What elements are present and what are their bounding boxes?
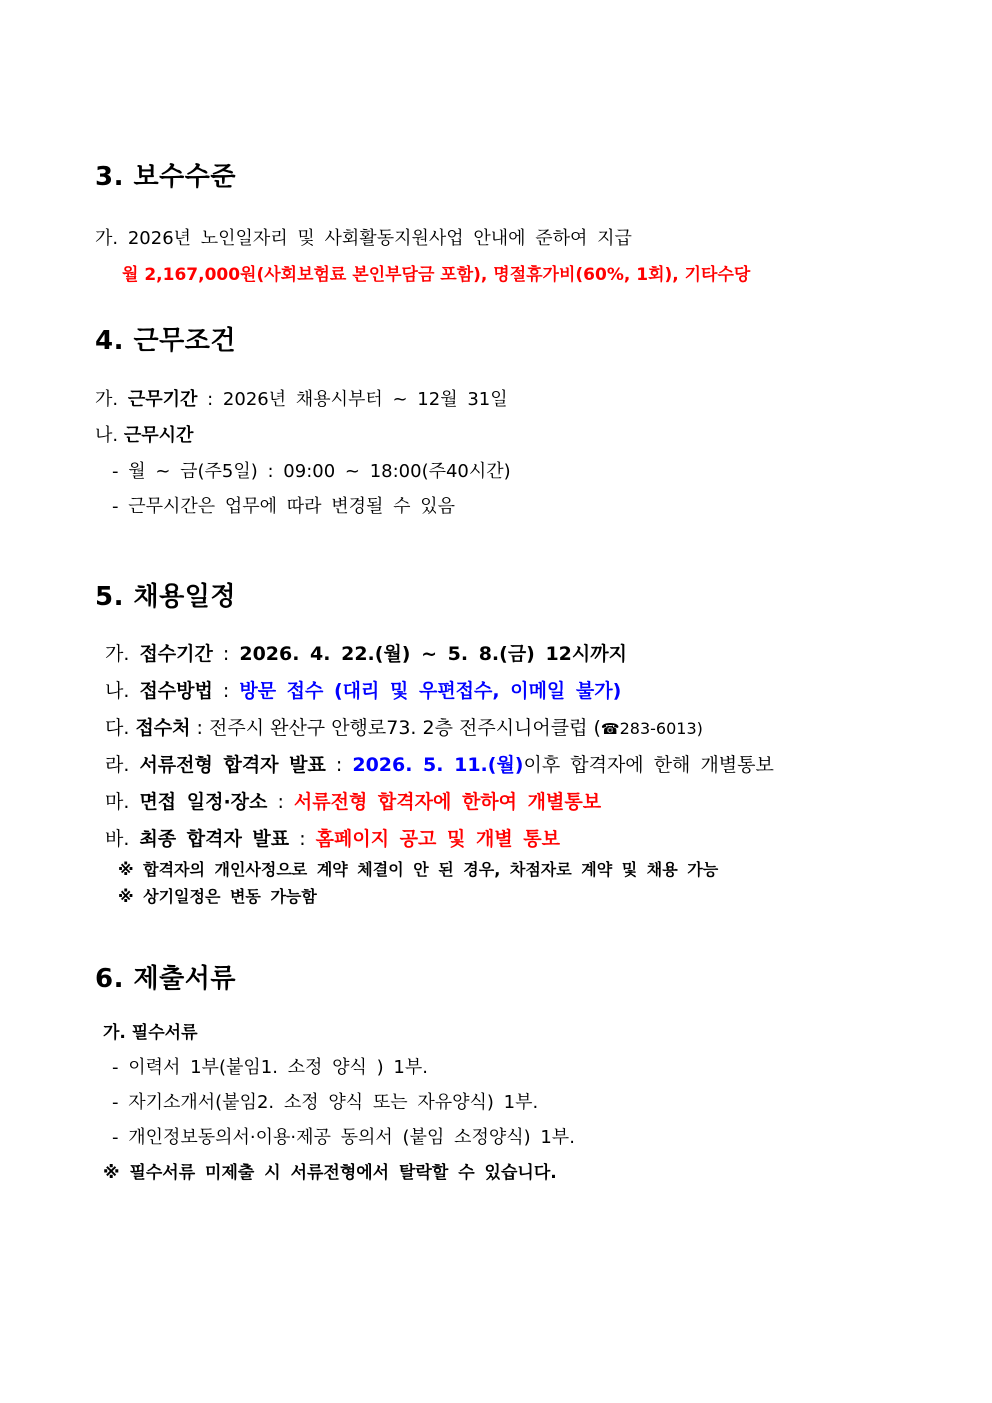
required-docs-warning: ※ 필수서류 미제출 시 서류전형에서 탈락할 수 있습니다.: [103, 1163, 557, 1183]
item-label: 접수처: [135, 717, 191, 739]
item-prefix: 마.: [105, 791, 140, 813]
doc-item-privacy-consent: - 개인정보동의서·이용·제공 동의서 (붙임 소정양식) 1부.: [112, 1127, 575, 1148]
item-text: 2026년 노인일자리 및 사회활동지원사업 안내에 준하여 지급: [127, 228, 632, 249]
item-label: 서류전형 합격자 발표: [139, 754, 326, 776]
item-prefix: 나.: [105, 680, 140, 702]
item-prefix: 바.: [105, 828, 140, 850]
item-prefix: 가.: [95, 228, 128, 249]
section-4-heading: 4. 근무조건: [95, 326, 236, 356]
work-hours-line-2: - 근무시간은 업무에 따라 변경될 수 있음: [112, 496, 456, 517]
schedule-item-ra: [105, 753, 774, 777]
schedule-item-ba: [105, 827, 560, 851]
doc-item-resume: - 이력서 1부(붙임1. 소정 양식 ) 1부.: [112, 1057, 428, 1078]
section-3-heading: 3. 보수수준: [95, 162, 236, 192]
schedule-item-ma: [105, 790, 601, 814]
section-5-heading: 5. 채용일정: [95, 582, 236, 612]
doc-item-self-intro: - 자기소개서(붙임2. 소정 양식 또는 자유양식) 1부.: [112, 1092, 539, 1113]
schedule-item-na: [105, 679, 621, 703]
item-value: 2026년 채용시부터 ~ 12월 31일: [222, 389, 508, 410]
section-3-item-ga: [95, 227, 632, 251]
pay-detail: 월 2,167,000원(사회보험료 본인부담금 포함), 명절휴가비(60%, 1회), 기타수당: [122, 265, 751, 285]
item-sep: :: [197, 389, 223, 410]
item-label: 접수방법: [139, 680, 213, 702]
item-label: 최종 합격자 발표: [139, 828, 290, 850]
schedule-note-2: ※ 상기일정은 변동 가능함: [118, 887, 317, 906]
item-label: 근무기간: [127, 389, 198, 410]
item-sep: :: [325, 754, 353, 776]
telephone-icon: ☎: [600, 720, 620, 738]
item-value: 이후 합격자에 한해 개별통보: [523, 754, 774, 776]
section-4-item-ga: [95, 388, 508, 412]
item-value: 서류전형 합격자에 한하여 개별통보: [293, 791, 602, 813]
item-sep: :: [289, 828, 316, 850]
item-prefix: 가.: [95, 389, 128, 410]
section-6-heading: 6. 제출서류: [95, 964, 236, 994]
item-value: 홈페이지 공고 및 개별 통보: [315, 828, 560, 850]
item-prefix: 가.: [105, 643, 140, 665]
schedule-item-ga: [105, 642, 627, 666]
item-prefix: 라.: [105, 754, 140, 776]
item-sep: :: [190, 717, 209, 739]
work-hours-line-1: - 월 ~ 금(주5일) : 09:00 ~ 18:00(주40시간): [112, 461, 511, 482]
section-4-item-na: [95, 424, 193, 448]
item-sep: :: [212, 680, 240, 702]
item-label: 근무시간: [123, 425, 194, 446]
item-value: 전주시 완산구 안행로73. 2층 전주시니어클럽 (: [208, 717, 601, 739]
item-value: 방문 접수 (대리 및 우편접수, 이메일 불가): [239, 680, 622, 702]
item-label: 접수기간: [139, 643, 213, 665]
phone-number: 283-6013): [619, 719, 703, 738]
schedule-note-1: ※ 합격자의 개인사정으로 계약 체결이 안 된 경우, 차점자로 계약 및 채용 가능: [118, 860, 719, 879]
item-prefix: 나.: [95, 425, 124, 446]
item-sep: :: [212, 643, 240, 665]
item-prefix: 다.: [105, 717, 136, 739]
item-value-highlight: 2026. 5. 11.(월): [352, 754, 524, 776]
required-docs-heading: 가. 필수서류: [103, 1023, 198, 1043]
schedule-item-da: [105, 716, 703, 741]
item-label: 면접 일정·장소: [139, 791, 268, 813]
item-sep: :: [267, 791, 294, 813]
item-value: 2026. 4. 22.(월) ~ 5. 8.(금) 12시까지: [239, 643, 627, 665]
